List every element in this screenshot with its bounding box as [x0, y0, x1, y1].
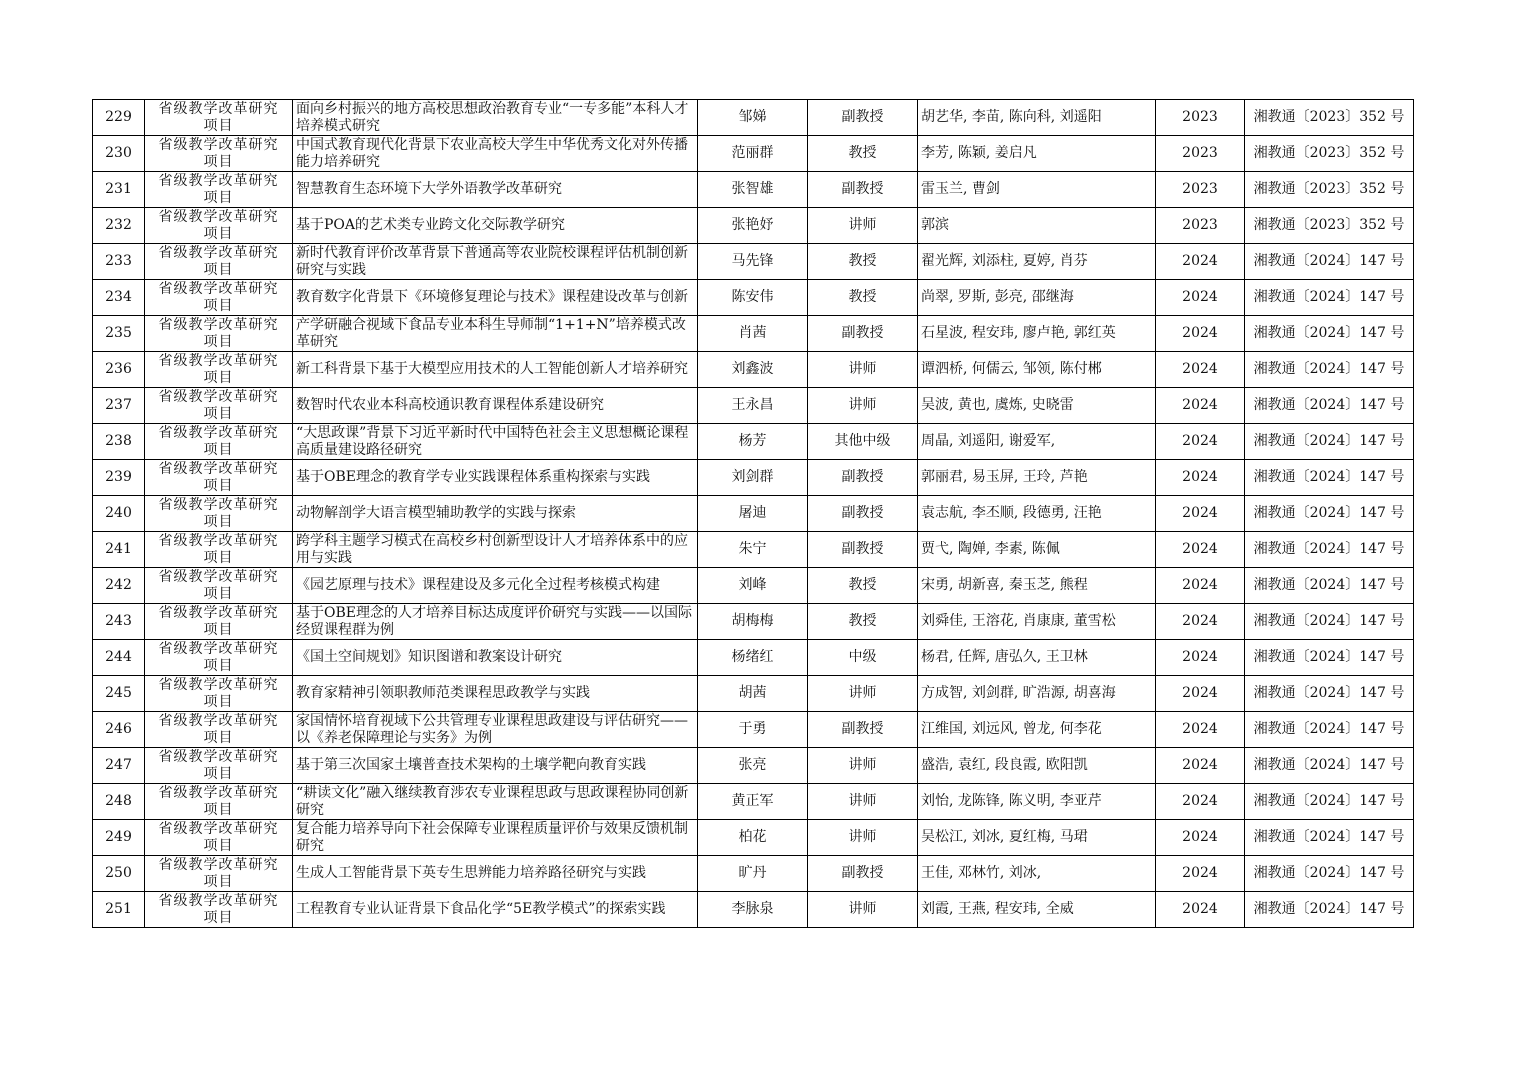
table-row	[93, 532, 1414, 568]
leader-title-cell: 教授	[808, 604, 918, 640]
row-number-cell: 247	[93, 748, 145, 784]
project-type: 省级教学改革研究项目	[158, 532, 279, 566]
document-number-cell: 湘教通〔2024〕147 号	[1245, 640, 1414, 676]
project-leader-cell: 胡梅梅	[698, 604, 808, 640]
project-type-cell	[145, 856, 293, 892]
project-type-cell	[145, 316, 293, 352]
project-type-cell	[145, 460, 293, 496]
project-type: 省级教学改革研究项目	[158, 244, 279, 278]
table-row	[93, 172, 1414, 208]
project-name-cell: “大思政课”背景下习近平新时代中国特色社会主义思想概论课程高质量建设路径研究	[293, 424, 698, 460]
leader-title-cell: 教授	[808, 280, 918, 316]
document-number-cell: 湘教通〔2024〕147 号	[1245, 676, 1414, 712]
project-name-cell: 基于OBE理念的人才培养目标达成度评价研究与实践——以国际经贸课程群为例	[293, 604, 698, 640]
table-row	[93, 640, 1414, 676]
project-type: 省级教学改革研究项目	[158, 208, 279, 242]
project-year-cell: 2023	[1156, 208, 1245, 244]
project-members-cell: 方成智, 刘剑群, 旷浩源, 胡喜海	[918, 676, 1156, 712]
project-year-cell: 2024	[1156, 388, 1245, 424]
leader-title-cell: 讲师	[808, 676, 918, 712]
project-name-cell: 工程教育专业认证背景下食品化学“5E教学模式”的探索实践	[293, 892, 698, 928]
project-members-cell: 刘霞, 王燕, 程安玮, 全威	[918, 892, 1156, 928]
project-leader-cell: 刘峰	[698, 568, 808, 604]
project-name-cell: 动物解剖学大语言模型辅助教学的实践与探索	[293, 496, 698, 532]
project-members-cell: 刘舜佳, 王溶花, 肖康康, 董雪松	[918, 604, 1156, 640]
project-name-cell: 家国情怀培育视域下公共管理专业课程思政建设与评估研究——以《养老保障理论与实务》为例	[293, 712, 698, 748]
project-leader-cell: 于勇	[698, 712, 808, 748]
leader-title-cell: 讲师	[808, 748, 918, 784]
project-members-cell: 雷玉兰, 曹剑	[918, 172, 1156, 208]
table-row	[93, 388, 1414, 424]
project-type: 省级教学改革研究项目	[158, 820, 279, 854]
project-type: 省级教学改革研究项目	[158, 892, 279, 926]
project-type-cell	[145, 352, 293, 388]
leader-title-cell: 副教授	[808, 712, 918, 748]
project-type: 省级教学改革研究项目	[158, 784, 279, 818]
project-name-cell: 智慧教育生态环境下大学外语教学改革研究	[293, 172, 698, 208]
project-leader-cell: 柏花	[698, 820, 808, 856]
leader-title-cell: 其他中级	[808, 424, 918, 460]
project-name-cell: 中国式教育现代化背景下农业高校大学生中华优秀文化对外传播能力培养研究	[293, 136, 698, 172]
table-row	[93, 892, 1414, 928]
leader-title-cell: 副教授	[808, 532, 918, 568]
project-name-cell: 新工科背景下基于大模型应用技术的人工智能创新人才培养研究	[293, 352, 698, 388]
project-members-cell: 李芳, 陈颖, 姜启凡	[918, 136, 1156, 172]
project-leader-cell: 杨绪红	[698, 640, 808, 676]
document-number-cell: 湘教通〔2023〕352 号	[1245, 172, 1414, 208]
project-name-cell: 产学研融合视域下食品专业本科生导师制“1+1+N”培养模式改革研究	[293, 316, 698, 352]
project-members-cell: 翟光辉, 刘添柱, 夏婷, 肖芬	[918, 244, 1156, 280]
document-number-cell: 湘教通〔2024〕147 号	[1245, 820, 1414, 856]
project-type-cell	[145, 172, 293, 208]
project-type: 省级教学改革研究项目	[158, 640, 279, 674]
project-type-cell	[145, 532, 293, 568]
leader-title-cell: 副教授	[808, 856, 918, 892]
project-type-cell	[145, 496, 293, 532]
project-leader-cell: 马先锋	[698, 244, 808, 280]
project-type: 省级教学改革研究项目	[158, 316, 279, 350]
project-name-cell: 基于POA的艺术类专业跨文化交际教学研究	[293, 208, 698, 244]
project-members-cell: 刘怡, 龙陈锋, 陈义明, 李亚芹	[918, 784, 1156, 820]
project-leader-cell: 刘剑群	[698, 460, 808, 496]
project-members-cell: 石星波, 程安玮, 廖卢艳, 郭红英	[918, 316, 1156, 352]
project-leader-cell: 范丽群	[698, 136, 808, 172]
document-number-cell: 湘教通〔2023〕352 号	[1245, 100, 1414, 136]
project-year-cell: 2023	[1156, 100, 1245, 136]
table-row	[93, 496, 1414, 532]
table-row	[93, 748, 1414, 784]
document-number-cell: 湘教通〔2023〕352 号	[1245, 208, 1414, 244]
table-body	[93, 100, 1414, 928]
table-row	[93, 820, 1414, 856]
document-number-cell: 湘教通〔2024〕147 号	[1245, 316, 1414, 352]
project-leader-cell: 黄正军	[698, 784, 808, 820]
project-members-cell: 吴波, 黄也, 虞炼, 史晓雷	[918, 388, 1156, 424]
project-type-cell	[145, 892, 293, 928]
row-number-cell: 244	[93, 640, 145, 676]
document-number-cell: 湘教通〔2024〕147 号	[1245, 784, 1414, 820]
project-type: 省级教学改革研究项目	[158, 460, 279, 494]
project-members-cell: 宋勇, 胡新喜, 秦玉芝, 熊程	[918, 568, 1156, 604]
project-type-cell	[145, 748, 293, 784]
project-year-cell: 2024	[1156, 640, 1245, 676]
project-leader-cell: 张艳妤	[698, 208, 808, 244]
project-members-cell: 谭泗桥, 何儒云, 邹领, 陈付郴	[918, 352, 1156, 388]
row-number-cell: 236	[93, 352, 145, 388]
project-type-cell	[145, 712, 293, 748]
project-leader-cell: 屠迪	[698, 496, 808, 532]
project-leader-cell: 邹娣	[698, 100, 808, 136]
project-members-cell: 吴松江, 刘冰, 夏红梅, 马珺	[918, 820, 1156, 856]
row-number-cell: 249	[93, 820, 145, 856]
leader-title-cell: 教授	[808, 136, 918, 172]
row-number-cell: 238	[93, 424, 145, 460]
project-type-cell	[145, 136, 293, 172]
table-row	[93, 316, 1414, 352]
project-leader-cell: 王永昌	[698, 388, 808, 424]
row-number-cell: 235	[93, 316, 145, 352]
project-leader-cell: 胡茜	[698, 676, 808, 712]
project-name-cell: 教育家精神引领职教师范类课程思政教学与实践	[293, 676, 698, 712]
leader-title-cell: 副教授	[808, 172, 918, 208]
row-number-cell: 232	[93, 208, 145, 244]
project-members-cell: 盛浩, 袁红, 段良霞, 欧阳凯	[918, 748, 1156, 784]
project-type: 省级教学改革研究项目	[158, 568, 279, 602]
project-type: 省级教学改革研究项目	[158, 280, 279, 314]
project-name-cell: 数智时代农业本科高校通识教育课程体系建设研究	[293, 388, 698, 424]
document-number-cell: 湘教通〔2024〕147 号	[1245, 388, 1414, 424]
project-leader-cell: 刘鑫波	[698, 352, 808, 388]
project-year-cell: 2024	[1156, 604, 1245, 640]
project-leader-cell: 旷丹	[698, 856, 808, 892]
project-type: 省级教学改革研究项目	[158, 100, 279, 134]
project-year-cell: 2024	[1156, 820, 1245, 856]
project-year-cell: 2024	[1156, 352, 1245, 388]
leader-title-cell: 副教授	[808, 460, 918, 496]
project-type-cell	[145, 280, 293, 316]
project-leader-cell: 陈安伟	[698, 280, 808, 316]
project-type-cell	[145, 244, 293, 280]
row-number-cell: 230	[93, 136, 145, 172]
table-row	[93, 136, 1414, 172]
project-year-cell: 2024	[1156, 460, 1245, 496]
project-year-cell: 2023	[1156, 136, 1245, 172]
row-number-cell: 239	[93, 460, 145, 496]
project-name-cell: 基于OBE理念的教育学专业实践课程体系重构探索与实践	[293, 460, 698, 496]
document-number-cell: 湘教通〔2024〕147 号	[1245, 568, 1414, 604]
leader-title-cell: 中级	[808, 640, 918, 676]
leader-title-cell: 讲师	[808, 892, 918, 928]
project-type: 省级教学改革研究项目	[158, 496, 279, 530]
project-name-cell: 复合能力培养导向下社会保障专业课程质量评价与效果反馈机制研究	[293, 820, 698, 856]
document-number-cell: 湘教通〔2024〕147 号	[1245, 496, 1414, 532]
project-members-cell: 郭丽君, 易玉屏, 王玲, 芦艳	[918, 460, 1156, 496]
table-row	[93, 280, 1414, 316]
leader-title-cell: 副教授	[808, 316, 918, 352]
leader-title-cell: 副教授	[808, 100, 918, 136]
document-number-cell: 湘教通〔2024〕147 号	[1245, 892, 1414, 928]
leader-title-cell: 副教授	[808, 496, 918, 532]
project-year-cell: 2024	[1156, 568, 1245, 604]
project-type: 省级教学改革研究项目	[158, 604, 279, 638]
project-type: 省级教学改革研究项目	[158, 676, 279, 710]
document-number-cell: 湘教通〔2024〕147 号	[1245, 532, 1414, 568]
project-type: 省级教学改革研究项目	[158, 388, 279, 422]
project-year-cell: 2024	[1156, 496, 1245, 532]
project-name-cell: 教育数字化背景下《环境修复理论与技术》课程建设改革与创新	[293, 280, 698, 316]
project-type-cell	[145, 424, 293, 460]
row-number-cell: 242	[93, 568, 145, 604]
project-name-cell: 《园艺原理与技术》课程建设及多元化全过程考核模式构建	[293, 568, 698, 604]
row-number-cell: 231	[93, 172, 145, 208]
leader-title-cell: 讲师	[808, 820, 918, 856]
row-number-cell: 251	[93, 892, 145, 928]
table-row	[93, 568, 1414, 604]
project-members-cell: 江维国, 刘远风, 曾龙, 何李花	[918, 712, 1156, 748]
project-year-cell: 2024	[1156, 712, 1245, 748]
project-year-cell: 2024	[1156, 316, 1245, 352]
project-type: 省级教学改革研究项目	[158, 856, 279, 890]
project-year-cell: 2024	[1156, 892, 1245, 928]
table-row	[93, 244, 1414, 280]
project-leader-cell: 杨芳	[698, 424, 808, 460]
project-type: 省级教学改革研究项目	[158, 136, 279, 170]
project-year-cell: 2024	[1156, 532, 1245, 568]
project-type: 省级教学改革研究项目	[158, 748, 279, 782]
row-number-cell: 243	[93, 604, 145, 640]
project-members-cell: 胡艺华, 李苗, 陈向科, 刘遥阳	[918, 100, 1156, 136]
project-members-cell: 周晶, 刘遥阳, 谢爱军,	[918, 424, 1156, 460]
project-leader-cell: 李脉泉	[698, 892, 808, 928]
document-number-cell: 湘教通〔2024〕147 号	[1245, 244, 1414, 280]
leader-title-cell: 教授	[808, 568, 918, 604]
project-type-cell	[145, 784, 293, 820]
row-number-cell: 250	[93, 856, 145, 892]
project-members-cell: 袁志航, 李丕顺, 段德勇, 汪艳	[918, 496, 1156, 532]
document-number-cell: 湘教通〔2024〕147 号	[1245, 712, 1414, 748]
leader-title-cell: 讲师	[808, 352, 918, 388]
document-number-cell: 湘教通〔2024〕147 号	[1245, 460, 1414, 496]
project-year-cell: 2024	[1156, 748, 1245, 784]
row-number-cell: 245	[93, 676, 145, 712]
document-number-cell: 湘教通〔2024〕147 号	[1245, 748, 1414, 784]
project-year-cell: 2024	[1156, 280, 1245, 316]
row-number-cell: 246	[93, 712, 145, 748]
project-table	[92, 99, 1414, 928]
document-number-cell: 湘教通〔2023〕352 号	[1245, 136, 1414, 172]
project-type-cell	[145, 568, 293, 604]
project-type-cell	[145, 100, 293, 136]
row-number-cell: 237	[93, 388, 145, 424]
project-name-cell: 基于第三次国家土壤普查技术架构的土壤学靶向教育实践	[293, 748, 698, 784]
table-row	[93, 100, 1414, 136]
document-number-cell: 湘教通〔2024〕147 号	[1245, 424, 1414, 460]
project-members-cell: 杨君, 任辉, 唐弘久, 王卫林	[918, 640, 1156, 676]
project-type-cell	[145, 676, 293, 712]
row-number-cell: 234	[93, 280, 145, 316]
document-number-cell: 湘教通〔2024〕147 号	[1245, 352, 1414, 388]
table-row	[93, 856, 1414, 892]
document-number-cell: 湘教通〔2024〕147 号	[1245, 604, 1414, 640]
project-year-cell: 2024	[1156, 856, 1245, 892]
table-row	[93, 604, 1414, 640]
project-type-cell	[145, 640, 293, 676]
project-year-cell: 2024	[1156, 244, 1245, 280]
leader-title-cell: 讲师	[808, 388, 918, 424]
project-type: 省级教学改革研究项目	[158, 424, 279, 458]
project-leader-cell: 张智雄	[698, 172, 808, 208]
project-year-cell: 2024	[1156, 676, 1245, 712]
project-name-cell: 跨学科主题学习模式在高校乡村创新型设计人才培养体系中的应用与实践	[293, 532, 698, 568]
project-leader-cell: 肖茜	[698, 316, 808, 352]
leader-title-cell: 讲师	[808, 784, 918, 820]
project-leader-cell: 朱宁	[698, 532, 808, 568]
table-row	[93, 208, 1414, 244]
project-type: 省级教学改革研究项目	[158, 712, 279, 746]
table-row	[93, 712, 1414, 748]
project-year-cell: 2024	[1156, 424, 1245, 460]
table-row	[93, 676, 1414, 712]
row-number-cell: 229	[93, 100, 145, 136]
project-type-cell	[145, 388, 293, 424]
document-number-cell: 湘教通〔2024〕147 号	[1245, 856, 1414, 892]
project-type-cell	[145, 208, 293, 244]
project-members-cell: 王佳, 邓林竹, 刘冰,	[918, 856, 1156, 892]
project-type: 省级教学改革研究项目	[158, 172, 279, 206]
row-number-cell: 241	[93, 532, 145, 568]
project-name-cell: 新时代教育评价改革背景下普通高等农业院校课程评估机制创新研究与实践	[293, 244, 698, 280]
project-name-cell: 面向乡村振兴的地方高校思想政治教育专业“一专多能”本科人才培养模式研究	[293, 100, 698, 136]
project-year-cell: 2024	[1156, 784, 1245, 820]
project-name-cell: “耕读文化”融入继续教育涉农专业课程思政与思政课程协同创新研究	[293, 784, 698, 820]
project-type-cell	[145, 604, 293, 640]
leader-title-cell: 讲师	[808, 208, 918, 244]
row-number-cell: 240	[93, 496, 145, 532]
project-members-cell: 尚翠, 罗斯, 彭亮, 邵继海	[918, 280, 1156, 316]
table-row	[93, 424, 1414, 460]
table-row	[93, 352, 1414, 388]
project-type: 省级教学改革研究项目	[158, 352, 279, 386]
table-row	[93, 784, 1414, 820]
project-name-cell: 《国土空间规划》知识图谱和教案设计研究	[293, 640, 698, 676]
document-number-cell: 湘教通〔2024〕147 号	[1245, 280, 1414, 316]
project-leader-cell: 张亮	[698, 748, 808, 784]
project-members-cell: 郭滨	[918, 208, 1156, 244]
leader-title-cell: 教授	[808, 244, 918, 280]
project-type-cell	[145, 820, 293, 856]
project-name-cell: 生成人工智能背景下英专生思辨能力培养路径研究与实践	[293, 856, 698, 892]
row-number-cell: 248	[93, 784, 145, 820]
row-number-cell: 233	[93, 244, 145, 280]
project-members-cell: 贾弋, 陶婵, 李素, 陈佩	[918, 532, 1156, 568]
project-year-cell: 2023	[1156, 172, 1245, 208]
table-row	[93, 460, 1414, 496]
